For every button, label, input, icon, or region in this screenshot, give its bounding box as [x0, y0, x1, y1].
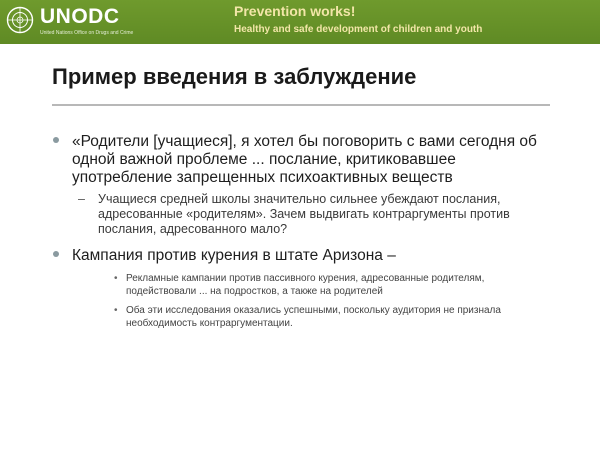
sub-bullet-item: [78, 192, 548, 237]
dash-marker: –: [78, 192, 85, 206]
bullet-item: [72, 133, 550, 187]
org-subtitle: United Nations Office on Drugs and Crime: [40, 30, 134, 36]
slide-title: Пример введения в заблуждение: [52, 64, 417, 89]
bullet-text: Кампания против курения в штате Аризона –: [72, 247, 396, 264]
bullet-marker: •: [114, 273, 118, 284]
sub-bullet-item: [114, 304, 536, 330]
sub-bullet-text: Рекламные кампании против пассивного курения, адресованные родителям, подействовали ... на подростков, а также на родителей: [126, 273, 485, 297]
bullet-item: [72, 247, 550, 265]
sub-bullet-text: Учащиеся средней школы значительно сильнее убеждают послания, адресованные «родителям». Зачем выдвигать контраргументы против послания, адресованного мало?: [98, 192, 510, 236]
sub-bullet-item: [114, 272, 536, 298]
bullet-marker: •: [114, 305, 118, 316]
bullet-dot-icon: [53, 137, 59, 143]
subtagline: Healthy and safe development of children and youth: [234, 24, 483, 35]
bullet-text: «Родители [учащиеся], я хотел бы поговорить с вами сегодня об одной важной проблеме ... послание, критиковавшее употребление запрещенных психоактивных веществ: [72, 133, 537, 186]
sub-bullet-text: Оба эти исследования оказались успешными, поскольку аудитория не признала необходимость контраргументации.: [126, 305, 501, 329]
bullet-dot-icon: [53, 251, 59, 257]
org-name: UNODC: [40, 5, 120, 28]
tagline: Prevention works!: [234, 3, 356, 19]
